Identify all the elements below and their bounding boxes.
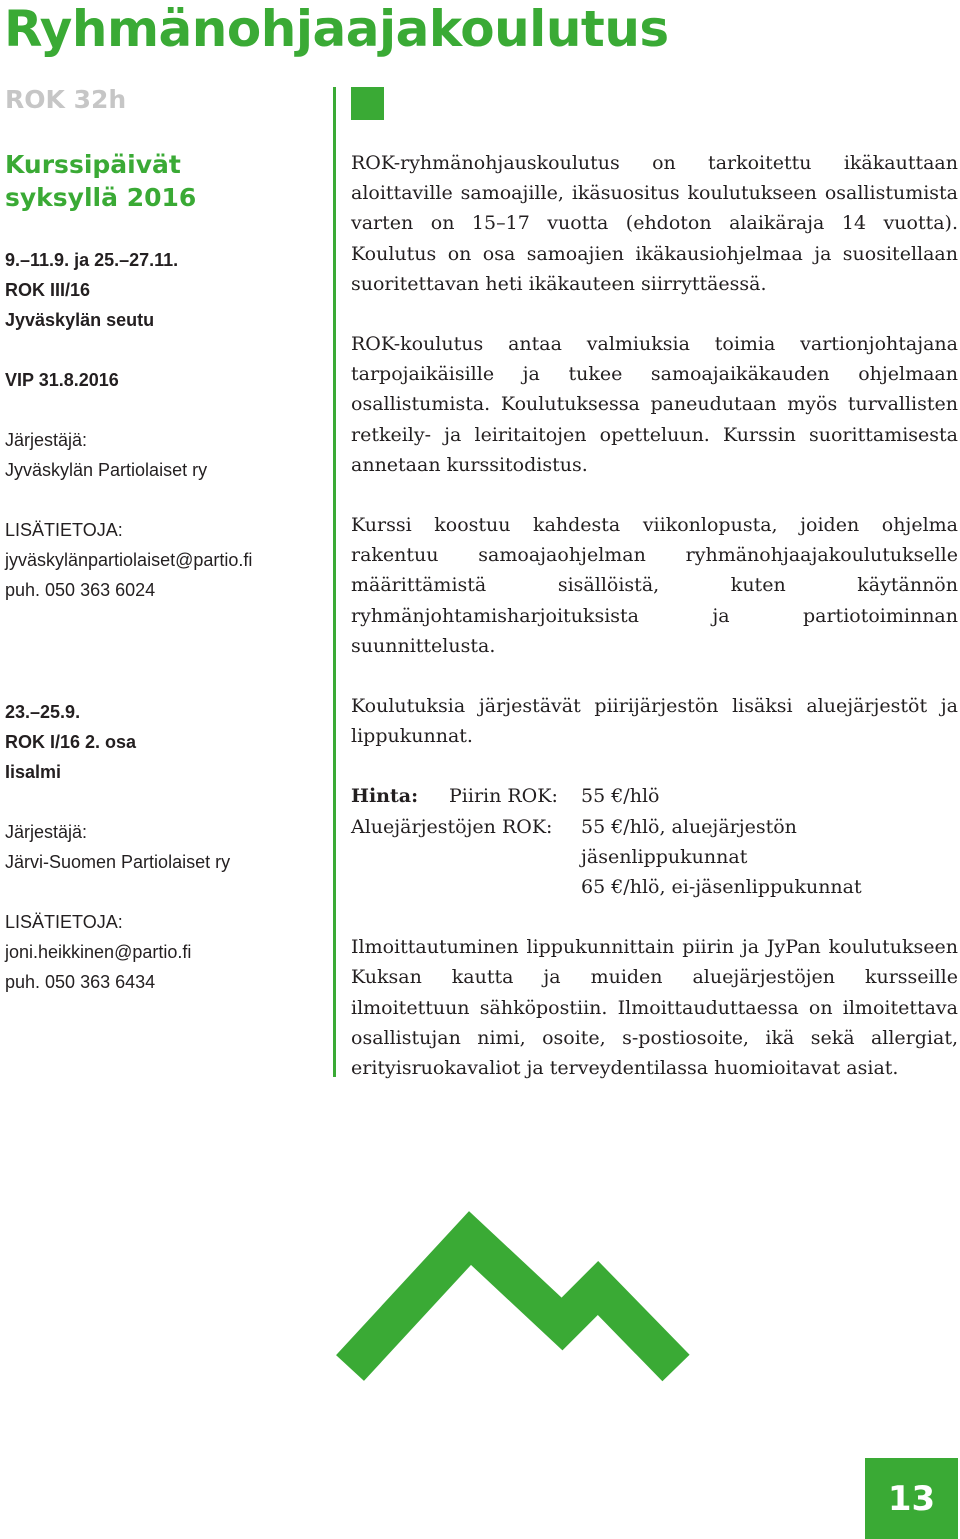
skills-paragraph: ROK-koulutus antaa valmiuksia toimia vartionjohtajana tarpojaikäisille ja tukee samoajaikäkauden ohjelmaan osallistumista. Koulutuksessa paneudutaan myös turvallisten retkeily- ja leiritaitojen opetteluun. Kurssin suorittamisesta annetaan kurssitodistus.: [351, 333, 958, 476]
column-divider: [333, 87, 336, 1077]
info-label: LISÄTIETOJA:: [5, 912, 123, 932]
page-number: 13: [887, 1478, 936, 1519]
course-listing: [5, 697, 315, 997]
price-label: Hinta:: [351, 785, 419, 808]
course-dates-heading: [5, 148, 305, 214]
course-subtitle: ROK 32h: [5, 85, 127, 114]
course-code: ROK I/16 2. osa: [5, 732, 137, 752]
green-square-marker: [351, 87, 384, 120]
intro-paragraph: ROK-ryhmänohjauskoulutus on tarkoitettu ikäkauttaan aloittaville samoajille, ikäsuositus koulutukseen osallistumista varten on 15–17 vuotta (ehdoton alaikäraja 14 vuotta). Koulutus on osa samoajien ikäkausiohjelmaa ja suositellaan suoritettavan heti ikäkauteen siirryttäessä.: [351, 152, 958, 295]
course-code: ROK III/16: [5, 280, 91, 300]
course-dates-heading-line2: syksyllä 2016: [5, 183, 197, 212]
course-dates-heading-line1: Kurssipäivät: [5, 150, 181, 179]
piiri-rok-label: Piirin ROK:: [449, 785, 558, 808]
registration-paragraph: Ilmoittautuminen lippukunnittain piirin ja JyPan koulutukseen Kuksan kautta ja muiden aluejärjestöjen kursseille ilmoitettuun sähköpostiin. Ilmoittauduttaessa on ilmoitettava osallistujan nimi, osoite, s-postiosoite, ikä sekä allergiat, erityisruokavaliot ja terveydentilassa huomioitavat asiat.: [351, 936, 958, 1080]
organizers-paragraph: Koulutuksia järjestävät piirijärjestön lisäksi aluejärjestöt ja lippukunnat.: [351, 695, 958, 748]
course-area: Iisalmi: [5, 762, 62, 782]
structure-paragraph: Kurssi koostuu kahdesta viikonlopusta, joiden ohjelma rakentuu samoajaohjelman ryhmänohjaajakoulutukselle määrittämistä sisällöistä, kuten käytännön ryhmänjohtamisharjoituksista ja partiotoiminnan suunnittelusta.: [351, 514, 958, 657]
contact-phone: puh. 050 363 6434: [5, 972, 156, 992]
price-row: [351, 872, 958, 902]
contact-email[interactable]: jyväskylänpartiolaiset@partio.fi: [5, 550, 253, 570]
piiri-rok-price: 55 €/hlö: [581, 785, 660, 808]
course-dates: 9.–11.9. ja 25.–27.11.: [5, 250, 179, 270]
price-table: [351, 781, 958, 902]
alue-rok-label: Aluejärjestöjen ROK:: [351, 815, 553, 838]
contact-email[interactable]: joni.heikkinen@partio.fi: [5, 942, 192, 962]
alue-rok-price: 55 €/hlö, aluejärjestön: [581, 815, 797, 838]
info-label: LISÄTIETOJA:: [5, 520, 123, 540]
organizer-name: Järvi-Suomen Partiolaiset ry: [5, 852, 231, 872]
alue-rok-price-nonmember: 65 €/hlö, ei-jäsenlippukunnat: [581, 876, 862, 899]
alue-rok-price-note: jäsenlippukunnat: [581, 845, 748, 868]
price-row: [351, 781, 958, 811]
price-row: [351, 842, 958, 872]
mountain-chevron-icon: [330, 1210, 700, 1390]
organizer-label: Järjestäjä:: [5, 822, 88, 842]
course-description: [351, 148, 958, 1113]
organizer-label: Järjestäjä:: [5, 430, 88, 450]
course-listing: [5, 245, 315, 605]
course-extra: VIP 31.8.2016: [5, 370, 119, 390]
course-dates: 23.–25.9.: [5, 702, 81, 722]
contact-phone: puh. 050 363 6024: [5, 580, 156, 600]
course-area: Jyväskylän seutu: [5, 310, 155, 330]
page-number-box: [865, 1458, 958, 1539]
page-title: Ryhmänohjaajakoulutus: [4, 0, 669, 58]
price-row: [351, 812, 958, 842]
organizer-name: Jyväskylän Partiolaiset ry: [5, 460, 208, 480]
